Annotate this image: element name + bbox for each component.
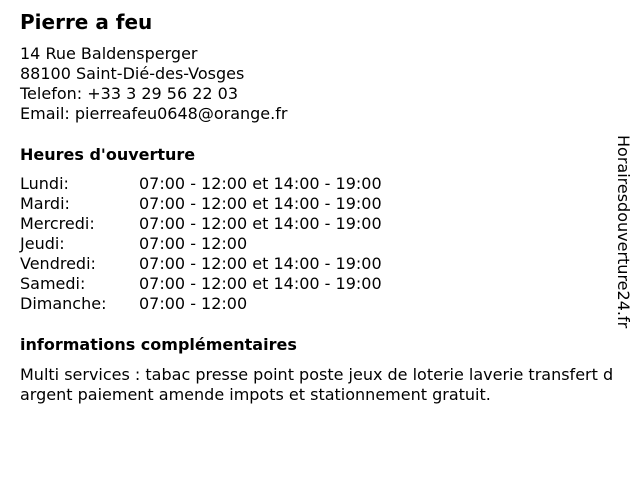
site-watermark: Horairesdouverture24.fr (614, 135, 633, 329)
email-address: Email: pierreafeu0648@orange.fr (20, 104, 288, 123)
time-range: 07:00 - 12:00 (139, 294, 248, 313)
day-label: Samedi: (20, 274, 86, 293)
day-label: Lundi: (20, 174, 69, 193)
time-range: 07:00 - 12:00 (139, 234, 248, 253)
day-label: Jeudi: (20, 234, 65, 253)
contact-block (20, 44, 287, 124)
street-address: 14 Rue Baldensperger (20, 44, 198, 63)
time-range: 07:00 - 12:00 et 14:00 - 19:00 (139, 274, 382, 293)
time-range: 07:00 - 12:00 et 14:00 - 19:00 (139, 174, 382, 193)
time-range: 07:00 - 12:00 et 14:00 - 19:00 (139, 194, 382, 213)
city-address: 88100 Saint-Dié-des-Vosges (20, 64, 245, 83)
time-range: 07:00 - 12:00 et 14:00 - 19:00 (139, 214, 382, 233)
day-label: Mercredi: (20, 214, 95, 233)
info-description: Multi services : tabac presse point poste jeux de loterie laverie transfert d argent paiement amende impots et stationnement gratuit. (20, 365, 614, 404)
info-heading: informations complémentaires (20, 335, 297, 354)
business-name: Pierre a feu (20, 10, 153, 34)
day-label: Mardi: (20, 194, 70, 213)
day-label: Dimanche: (20, 294, 107, 313)
time-range: 07:00 - 12:00 et 14:00 - 19:00 (139, 254, 382, 273)
hours-heading: Heures d'ouverture (20, 145, 196, 164)
day-label: Vendredi: (20, 254, 96, 273)
phone-number: Telefon: +33 3 29 56 22 03 (20, 84, 239, 103)
